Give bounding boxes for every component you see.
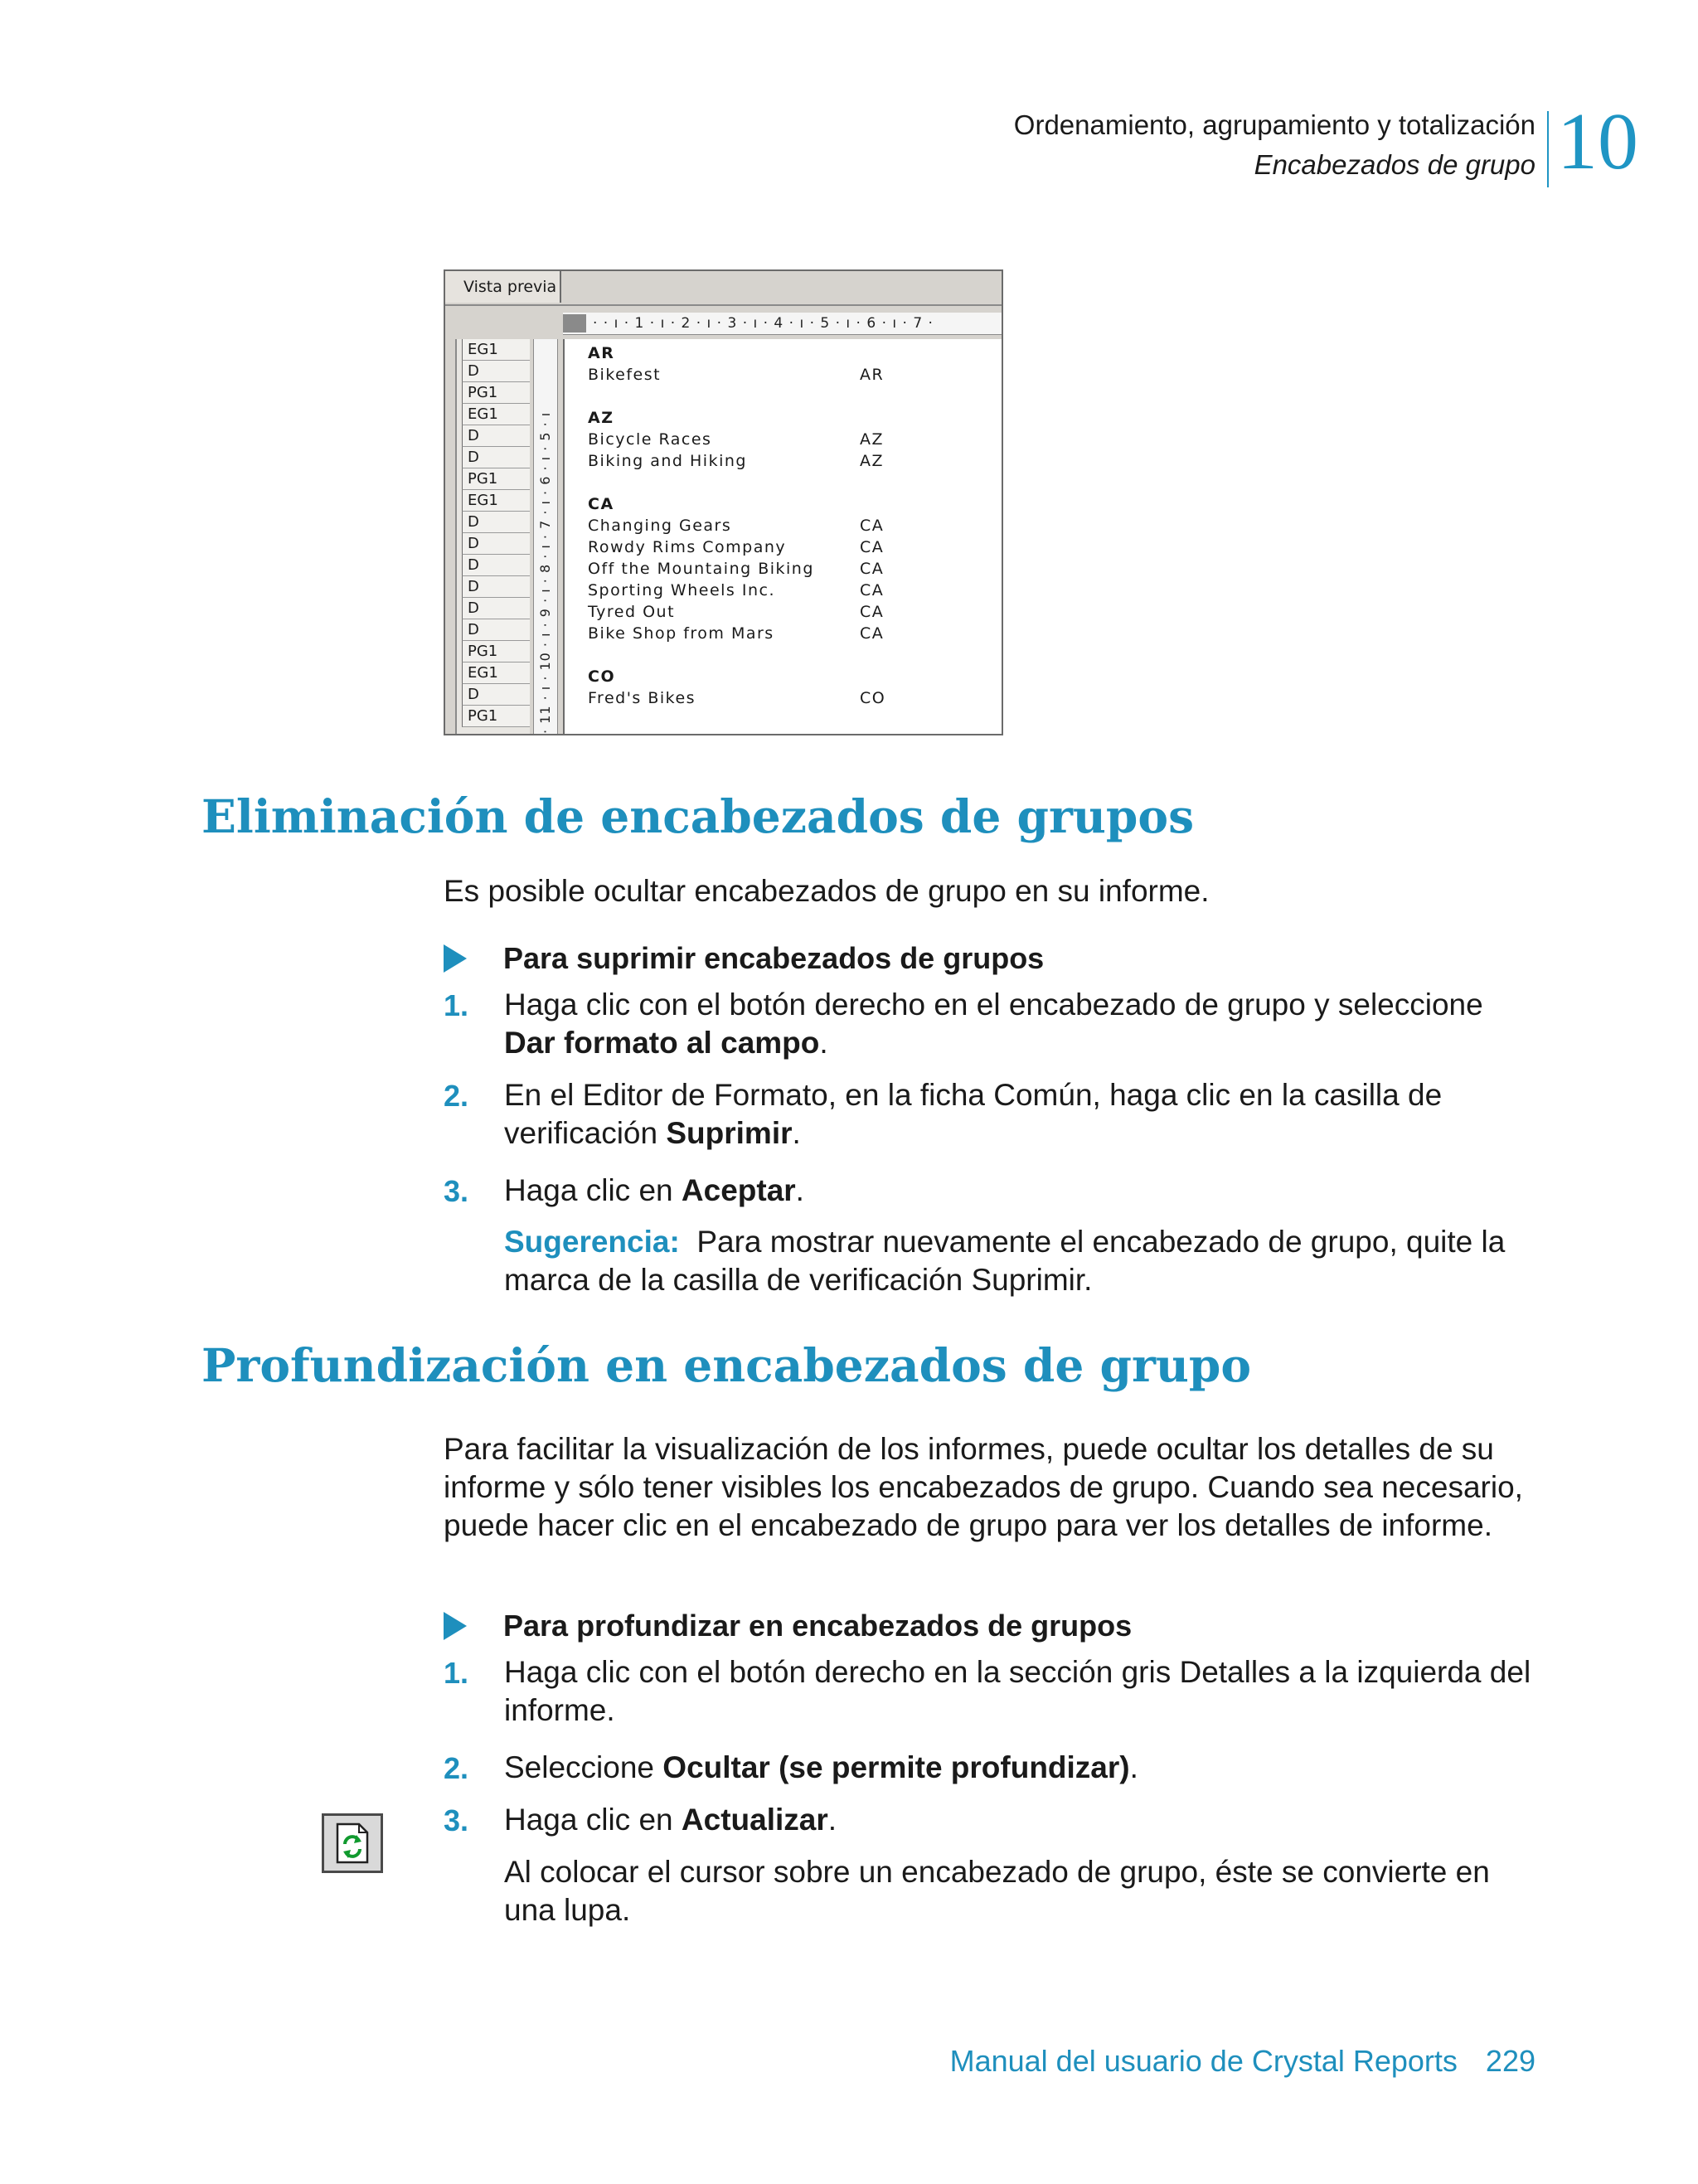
section2-step2: Seleccione Ocultar (se permite profundizar).: [504, 1750, 1138, 1784]
section-label[interactable]: D: [462, 684, 530, 706]
preview-screenshot: [444, 269, 1003, 735]
section-label[interactable]: D: [462, 555, 530, 576]
section1-step1-number: 1.: [444, 988, 469, 1022]
customer-name: Off the Mountaing Biking: [588, 560, 814, 578]
section1-step1: Haga clic con el botón derecho en el encabezado de grupo y seleccione Dar formato al campo.: [504, 988, 1483, 1060]
section-label[interactable]: D: [462, 576, 530, 598]
button-name: Actualizar: [681, 1803, 828, 1837]
group-name: CO: [588, 667, 616, 686]
section-label[interactable]: D: [462, 512, 530, 533]
header-divider: [1547, 111, 1549, 187]
refresh-button[interactable]: [322, 1813, 383, 1873]
customer-name: Fred's Bikes: [588, 689, 696, 707]
section-label[interactable]: PG1: [462, 641, 530, 662]
section2-step2-number: 2.: [444, 1751, 469, 1785]
section1-tip: Sugerencia: Para mostrar nuevamente el encabezado de grupo, quite la marca de la casilla de verificación Suprimir.: [504, 1225, 1506, 1297]
region-value: CA: [860, 538, 885, 556]
horizontal-ruler: [563, 313, 1002, 335]
section2-task: [444, 1609, 1132, 1643]
group-header-row[interactable]: [588, 342, 994, 364]
chapter-number: 10: [1557, 97, 1638, 187]
detail-row: [588, 472, 994, 493]
section2-task-label: Para profundizar en encabezados de grupos: [503, 1609, 1133, 1643]
section1-task: [444, 941, 1044, 976]
preview-tab-strip: [445, 271, 1002, 306]
section-label[interactable]: D: [462, 533, 530, 555]
section1-step2-number: 2.: [444, 1079, 469, 1113]
region-value: AZ: [860, 430, 885, 449]
section1-intro: Es posible ocultar encabezados de grupo en su informe.: [444, 874, 1210, 908]
section1-heading: Eliminación de encabezados de grupos: [201, 789, 1195, 843]
menu-command: Ocultar (se permite profundizar): [662, 1750, 1130, 1784]
button-name: Aceptar: [681, 1173, 796, 1207]
section-label[interactable]: D: [462, 425, 530, 447]
region-value: CA: [860, 624, 885, 643]
customer-name: Changing Gears: [588, 517, 732, 535]
section2-note: Al colocar el cursor sobre un encabezado de grupo, éste se convierte en una lupa.: [504, 1855, 1490, 1927]
detail-row: [588, 644, 994, 666]
section1-task-label: Para suprimir encabezados de grupos: [503, 941, 1045, 975]
region-value: AR: [860, 366, 885, 384]
task-arrow-icon: [444, 1612, 467, 1640]
tip-label: Sugerencia:: [504, 1225, 680, 1259]
menu-command: Dar formato al campo: [504, 1026, 820, 1060]
task-arrow-icon: [444, 944, 467, 973]
section1-step3: Haga clic en Aceptar.: [504, 1173, 804, 1207]
customer-name: Bikefest: [588, 366, 662, 384]
section-label[interactable]: PG1: [462, 706, 530, 727]
section2-step1-number: 1.: [444, 1656, 469, 1690]
customer-name: Rowdy Rims Company: [588, 538, 787, 556]
section2-heading: Profundización en encabezados de grupo: [201, 1338, 1252, 1392]
detail-row: [588, 429, 994, 450]
section-label[interactable]: PG1: [462, 382, 530, 404]
group-header-row[interactable]: [588, 493, 994, 515]
horizontal-ruler-ticks: · · ı · 1 · ı · 2 · ı · 3 · ı · 4 · ı · 5 · ı · 6 · ı · 7 ·: [593, 315, 934, 332]
section1-step2: En el Editor de Formato, en la ficha Común, haga clic en la casilla de verificación Suprimir.: [504, 1078, 1443, 1150]
page-number: 229: [1485, 2044, 1535, 2078]
checkbox-name: Suprimir: [666, 1116, 793, 1150]
group-header-row[interactable]: [588, 407, 994, 429]
section-title: Encabezados de grupo: [1254, 149, 1535, 180]
group-name: AR: [588, 344, 615, 362]
vertical-ruler-ticks: · 11 · ı · 10 · ı · 9 · ı · 8 · ı · 7 · ı · 6 · ı · 5 · ı: [537, 411, 553, 734]
section2-intro: Para facilitar la visualización de los informes, puede ocultar los detalles de su informe y sólo tener visibles los encabezados de grupo. Cuando sea necesario, puede hacer clic en el encabezado de grupo para ver los detalles de informe.: [444, 1432, 1523, 1542]
detail-row: [588, 687, 994, 709]
section-labels-column[interactable]: [455, 339, 530, 735]
section2-step3-number: 3.: [444, 1803, 469, 1837]
tab-vista-previa[interactable]: Vista previa: [445, 271, 561, 303]
section-label[interactable]: D: [462, 447, 530, 468]
detail-row: [588, 623, 994, 644]
ruler-origin-marker: [563, 314, 586, 332]
section-label[interactable]: D: [462, 598, 530, 619]
section2-step3: Haga clic en Actualizar.: [504, 1803, 837, 1837]
detail-row: [588, 386, 994, 407]
detail-row: [588, 558, 994, 580]
customer-name: Sporting Wheels Inc.: [588, 581, 775, 599]
section-label[interactable]: D: [462, 619, 530, 641]
group-name: CA: [588, 495, 614, 513]
section1-step3-number: 3.: [444, 1174, 469, 1208]
group-header-row[interactable]: [588, 666, 994, 687]
report-page: [563, 339, 1003, 735]
section-label[interactable]: D: [462, 361, 530, 382]
vertical-ruler: [533, 339, 558, 735]
detail-row: [588, 601, 994, 623]
detail-row: [588, 536, 994, 558]
detail-row: [588, 580, 994, 601]
customer-name: Biking and Hiking: [588, 452, 747, 470]
region-value: AZ: [860, 452, 885, 470]
section-label[interactable]: EG1: [462, 339, 530, 361]
detail-row: [588, 364, 994, 386]
group-name: AZ: [588, 409, 614, 427]
chapter-title: Ordenamiento, agrupamiento y totalización: [1013, 109, 1535, 140]
region-value: CA: [860, 560, 885, 578]
customer-name: Bicycle Races: [588, 430, 712, 449]
page-footer: [950, 2044, 1535, 2079]
section-label[interactable]: EG1: [462, 490, 530, 512]
customer-name: Tyred Out: [588, 603, 676, 621]
customer-name: Bike Shop from Mars: [588, 624, 774, 643]
region-value: CA: [860, 517, 885, 535]
region-value: CO: [860, 689, 886, 707]
detail-row: [588, 515, 994, 536]
section-label[interactable]: EG1: [462, 404, 530, 425]
section-label[interactable]: PG1: [462, 468, 530, 490]
region-value: CA: [860, 603, 885, 621]
section2-step1: Haga clic con el botón derecho en la sección gris Detalles a la izquierda del informe.: [504, 1655, 1531, 1727]
detail-row: [588, 450, 994, 472]
refresh-icon: [334, 1822, 371, 1864]
section-label[interactable]: EG1: [462, 662, 530, 684]
region-value: CA: [860, 581, 885, 599]
book-title: Manual del usuario de Crystal Reports: [949, 2044, 1458, 2078]
